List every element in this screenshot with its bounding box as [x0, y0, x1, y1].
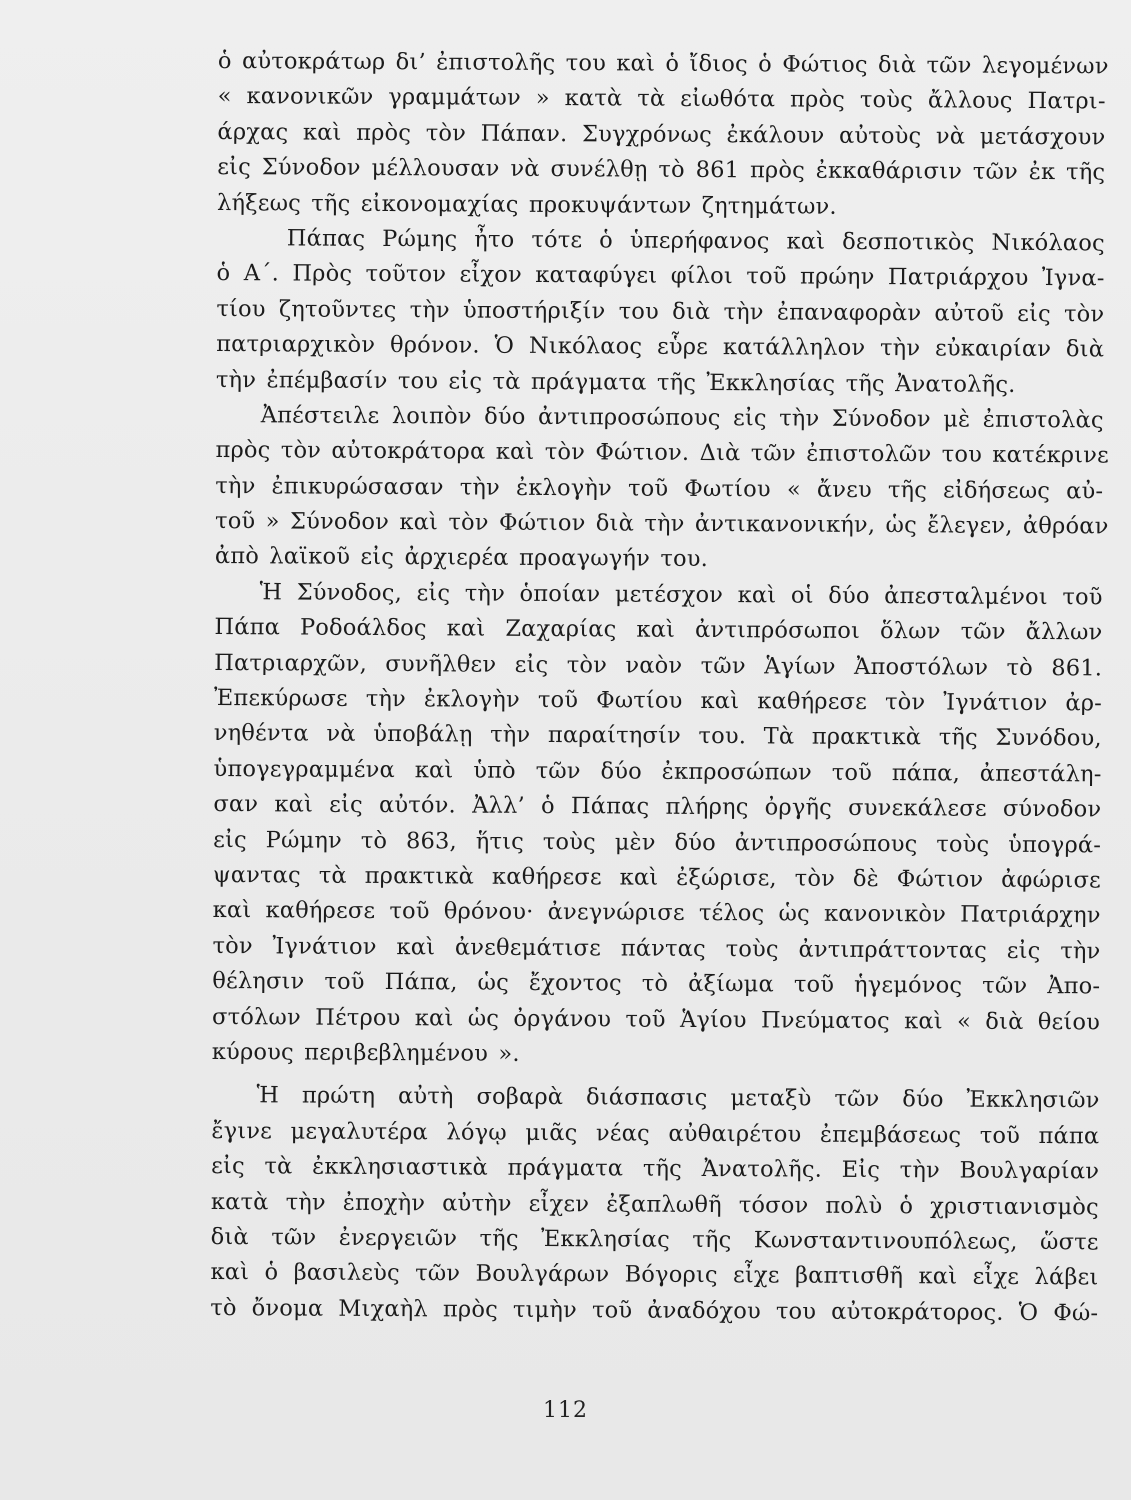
- text-line: άρχας καὶ πρὸς τὸν Πάπαν. Συγχρόνως ἐκάλουν αὐτοὺς νὰ μετάσχουν: [217, 118, 1106, 151]
- text-line: καὶ ὁ βασιλεὺς τῶν Βουλγάρων Βόγορις εἶχε βαπτισθῆ καὶ εἶχε λάβει: [210, 1259, 1099, 1291]
- body-text: [210, 44, 1110, 1331]
- text-line: ὁ Α΄. Πρὸς τοῦτον εἶχον καταφύγει φίλοι τοῦ πρώην Πατριάρχου Ἰγνα-: [216, 260, 1105, 292]
- text-line: τὸν Ἰγνάτιον καὶ ἀνεθεμάτισε πάντας τοὺς ἀντιπράττοντας εἰς τὴν: [212, 932, 1101, 965]
- text-line: « κανονικῶν γραμμάτων » κατὰ τὰ εἰωθότα πρὸς τοὺς ἄλλους Πατρι-: [217, 83, 1106, 115]
- text-line: εἰς Σύνοδον μέλλουσαν νὰ συνέλθῃ τὸ 861 πρὸς ἐκκαθάρισιν τῶν ἐκ τῆς: [217, 154, 1106, 186]
- text-line: σαν καὶ εἰς αὐτόν. Ἀλλ’ ὁ Πάπας πλήρης ὀργῆς συνεκάλεσε σύνοδον: [213, 791, 1102, 823]
- text-line: τίου ζητοῦντες τὴν ὑποστήριξίν του διὰ τὴν ἐπαναφορὰν αὐτοῦ εἰς τὸν: [216, 295, 1105, 328]
- text-line: ὁ αὐτοκράτωρ δι’ ἐπιστολῆς του καὶ ὁ ἴδιος ὁ Φώτιος διὰ τῶν λεγομένων: [217, 47, 1109, 80]
- text-line: νηθέντα νὰ ὑποβάλῃ τὴν παραίτησίν του. Τὰ πρακτικὰ τῆς Συνόδου,: [213, 720, 1102, 752]
- text-line: ἔγινε μεγαλυτέρα λόγῳ μιᾶς νέας αὐθαιρέτου ἐπεμβάσεως τοῦ πάπα: [211, 1117, 1100, 1150]
- text-line: πρὸς τὸν αὐτοκράτορα καὶ τὸν Φώτιον. Διὰ τῶν ἐπιστολῶν του κατέκρινε: [215, 437, 1110, 469]
- text-line: ψαντας τὰ πρακτικὰ καθήρεσε καὶ ἐξώρισε, τὸν δὲ Φώτιον ἀφώρισε: [212, 861, 1101, 894]
- text-line: τοῦ » Σύνοδον καὶ τὸν Φώτιον διὰ τὴν ἀντικανονικήν, ὡς ἔλεγεν, ἀθρόαν: [215, 508, 1109, 540]
- text-line: εἰς Ρώμην τὸ 863, ἥτις τοὺς μὲν δύο ἀντιπροσώπους τοὺς ὑπογρά-: [213, 826, 1102, 859]
- text-line: τὴν ἐπέμβασίν του εἰς τὰ πράγματα τῆς Ἐκκλησίας τῆς Ἀνατολῆς.: [215, 366, 1016, 398]
- text-line: θέλησιν τοῦ Πάπα, ὡς ἔχοντος τὸ ἀξίωμα τοῦ ἡγεμόνος τῶν Ἀπο-: [212, 968, 1101, 1000]
- text-line: Πατριαρχῶν, συνῆλθεν εἰς τὸν ναὸν τῶν Ἁγίων Ἀποστόλων τὸ 861.: [214, 649, 1103, 682]
- text-line: Ἐπεκύρωσε τὴν ἐκλογὴν τοῦ Φωτίου καὶ καθήρεσε τὸν Ἰγνάτιον ἀρ-: [213, 685, 1103, 717]
- text-line: εἰς τὰ ἐκκλησιαστικὰ πράγματα τῆς Ἀνατολῆς. Εἰς τὴν Βουλγαρίαν: [211, 1153, 1100, 1185]
- page-number: 112: [543, 1398, 588, 1423]
- text-line: Ἀπέστειλε λοιπὸν δύο ἀντιπροσώπους εἰς τὴν Σύνοδον μὲ ἐπιστολὰς: [260, 402, 1104, 434]
- text-line: Ἡ Σύνοδος, εἰς τὴν ὁποίαν μετέσχον καὶ οἱ δύο ἀπεσταλμένοι τοῦ: [259, 579, 1103, 611]
- text-line: Πάπας Ρώμης ἦτο τότε ὁ ὑπερήφανος καὶ δεσποτικὸς Νικόλαος: [286, 225, 1105, 257]
- text-line: τὸ ὄνομα Μιχαὴλ πρὸς τιμὴν τοῦ ἀναδόχου του αὐτοκράτορος. Ὁ Φώ-: [210, 1294, 1099, 1327]
- text-line: κύρους περιβεβλημένου ».: [211, 1038, 520, 1067]
- text-line: ἀπὸ λαϊκοῦ εἰς ἀρχιερέα προαγωγήν του.: [214, 543, 709, 573]
- text-line: λήξεως τῆς εἰκονομαχίας προκυψάντων ζητημάτων.: [216, 189, 837, 220]
- text-line: τὴν ἐπικυρώσασαν τὴν ἐκλογὴν τοῦ Φωτίου « ἄνευ τῆς εἰδήσεως αὐ-: [215, 472, 1104, 505]
- text-line: Πάπα Ροδοάλδος καὶ Ζαχαρίας καὶ ἀντιπρόσωποι ὅλων τῶν ἄλλων: [214, 614, 1103, 646]
- text-line: διὰ τῶν ἐνεργειῶν τῆς Ἐκκλησίας τῆς Κωνσταντινουπόλεως, ὥστε: [210, 1223, 1099, 1256]
- text-line: Ἡ πρώτη αὐτὴ σοβαρὰ διάσπασις μεταξὺ τῶν δύο Ἐκκλησιῶν: [256, 1082, 1100, 1114]
- text-line: στόλων Πέτρου καὶ ὡς ὀργάνου τοῦ Ἁγίου Πνεύματος καὶ « διὰ θείου: [211, 1003, 1101, 1035]
- text-line: ὑπογεγραμμένα καὶ ὑπὸ τῶν δύο ἐκπροσώπων τοῦ πάπα, ἀπεστάλη-: [213, 755, 1102, 788]
- text-line: πατριαρχικὸν θρόνον. Ὁ Νικόλαος εὗρε κατάλληλον τὴν εὐκαιρίαν διὰ: [216, 331, 1105, 363]
- text-line: κατὰ τὴν ἐποχὴν αὐτὴν εἶχεν ἐξαπλωθῆ τόσον πολὺ ὁ χριστιανισμὸς: [210, 1188, 1099, 1220]
- text-line: καὶ καθήρεσε τοῦ θρόνου· ἀνεγνώρισε τέλος ὡς κανονικὸν Πατριάρχην: [212, 897, 1101, 929]
